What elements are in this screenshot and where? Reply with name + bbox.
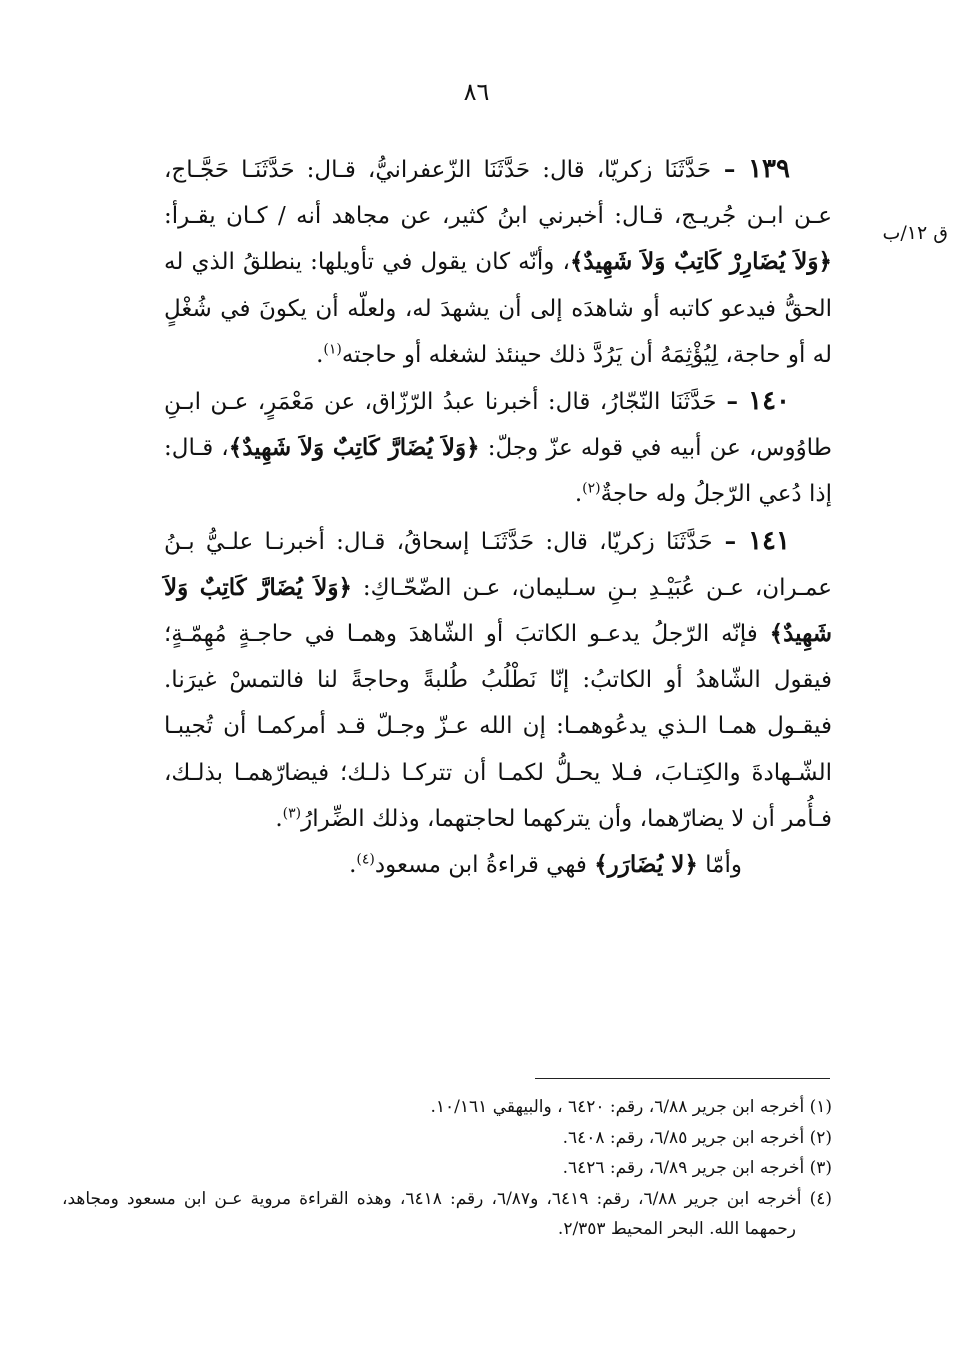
closing-paragraph: وأمّا ﴿لا يُضَارَر﴾ فهي قراءةُ ابن مسعود$^{(٤)}$. [349,851,742,879]
footnote-ref: (٤) [356,851,375,868]
footnote-ref: (٣) [282,805,302,822]
closing-text: وأمّا [705,852,742,879]
hadith-text: ، قـال: إذا دُعي الرّجلُ وله حاجةٌ [164,435,832,508]
hadith-text: حَدَّثَنَا زكريّا، قال: حَدَّثَنَا الزّعفرانيُّ، قـال: حَدَّثَنَـا حَجَّـاج، عـن ابـن جُريـج، قـال: أخبرني ابنُ كثير، عن مجاهد أنه / كـان يقـرأ: [164,157,832,230]
footnote: (١) أخرجه ابن جرير ٦/٨٨، رقم: ٦٤٢٠ ، والبيهقي ١٠/١٦١. [430,1097,832,1117]
hadith-number: ١٤٠ [748,386,791,417]
hadith-text: حَدَّثَنَا زكريّا، قال: حَدَّثَنَـا إسحاقُ، قـال: أخبرنـا علـيُّ بـنُ عمـران، عـن عُبَيْـدِ بـنِ سـليمان، عـن الضّحّـاكِ: [164,528,832,601]
dash: – [716,388,749,416]
footnote: (٤) أخرجه ابن جرير ٦/٨٨، رقم: ٦٤١٩، و٦/٨٧، رقم: ٦٤١٨، وهذه القراءة مروية عـن ابن مسعود ومجاهد، رحمهما الله. البحر المحيط ٢/٣٥٣. [62,1188,833,1239]
page-number: ٨٦ [463,78,490,106]
hadith-text: حَدَّثَنَا النّجّارُ، قال: أخبرنا عبدُ الرّزّاق، عن مَعْمَرٍ، عـن ابـنِ طاوُوس، عن أبيه في قوله عزّ وجلّ: [164,389,832,462]
hadith-number: ١٣٩ [748,154,790,184]
footnote-divider [535,1078,830,1079]
margin-folio-note: ق ١٢/ب [882,222,948,244]
dash: – [711,156,749,183]
footnote-ref: (١) [323,341,342,358]
quran-verse: ﴿وَلاَ يُضَارَّ كَاتِبٌ وَلاَ شَهِيدٌ﴾ [228,434,480,462]
footnotes [62,1092,832,1245]
hadith-text: فإنّه الرّجلُ يدعـو الكاتبَ أو الشّاهدَ وهمـا في حاجـةٍ مُهِمّـةٍ؛ فيقول الشّاهدُ أو الكاتبُ: إنّا نَطْلُبُ طُلبةً وحاجةً لنا فالتمسْ غيرَنا. فيقـول همـا الـذي يدعُوهمـا: إن الله عـزّ وجـلّ قـد أمركمـا أن تُجيبـا الشّـهادةَ والكِتـابَ، فـلا يحـلُّ لكمـا أن تتركـا ذلـك؛ فيضارّهمـا بذلـك، فـأُمر أن لا يضارّهما، وأن يتركهما لحاجتهما، وذلك الضِّرارُ [164,621,832,832]
hadith-139: ١٣٩ – حَدَّثَنَا زكريّا، قال: حَدَّثَنَا الزّعفرانيُّ، قـال: حَدَّثَنَـا حَجَّـاج، عـن ابـن جُريـج، قـال: أخبرني ابنُ كثير، عن مجاهد أنه / كـان يقـرأ: ﴿وَلاَ يُضَارِرْ كَاتِبٌ وَلاَ شَهِيدٌ﴾، وأنّه كان يقول في تأويلها: ينطلقُ الذي له الحقُّ فيدعو كاتبه أو شاهدَه إلى أن يشهدَ له، ولعلّه أن يكونَ في شُغْلٍ له أو حاجة، لِيُؤْثِمَهُ أن يَرُدَّ ذلك حينئذ لشغله أو حاجته$^{(١)}$. [164,154,832,368]
main-text [164,146,832,888]
footnote-ref: (٢) [582,480,601,497]
quran-verse: ﴿لا يُضَارَر﴾ [594,851,698,879]
hadith-number: ١٤١ [748,525,790,556]
footnote: (٣) أخرجه ابن جرير ٦/٨٩، رقم: ٦٤٢٦. [562,1158,832,1178]
dash: – [712,527,749,555]
quran-verse: ﴿وَلاَ يُضَارِرْ كَاتِبٌ وَلاَ شَهِيدٌ﴾ [569,248,832,276]
quran-verse: ﴿وَلاَ يُضَارَّ كَاتِبٌ وَلاَ شَهِيدٌ﴾ [164,573,832,648]
hadith-text: ، وأنّه كان يقول في تأويلها: ينطلقُ الذي له الحقُّ فيدعو كاتبه أو شاهدَه إلى أن يشهدَ له، ولعلّه أن يكونَ في شُغْلٍ له أو حاجة، لِيُؤْثِمَهُ أن يَرُدَّ ذلك حينئذ لشغله أو حاجته [164,249,832,368]
hadith-141: ١٤١ – حَدَّثَنَا زكريّا، قال: حَدَّثَنَـا إسحاقُ، قـال: أخبرنـا علـيُّ بـنُ عمـران، عـن عُبَيْـدِ بـنِ سـليمان، عـن الضّحّـاكِ: ﴿وَلاَ يُضَارَّ كَاتِبٌ وَلاَ شَهِيدٌ﴾ فإنّه الرّجلُ يدعـو الكاتبَ أو الشّاهدَ وهمـا في حاجـةٍ مُهِمّـةٍ؛ فيقول الشّاهدُ أو الكاتبُ: إنّا نَطْلُبُ طُلبةً وحاجةً لنا فالتمسْ غيرَنا. فيقـول همـا الـذي يدعُوهمـا: إن الله عـزّ وجـلّ قـد أمركمـا أن تُجيبـا الشّـهادةَ والكِتـابَ، فـلا يحـلُّ لكمـا أن تتركـا ذلـك؛ فيضارّهمـا بذلـك، فـأُمر أن لا يضارّهما، وأن يتركهما لحاجتهما، وذلك الضِّرارُ$^{(٣)}$. [164,525,832,832]
hadith-140: ١٤٠ – حَدَّثَنَا النّجّارُ، قال: أخبرنا عبدُ الرّزّاق، عن مَعْمَرٍ، عـن ابـنِ طاوُوس، عن أبيه في قوله عزّ وجلّ: ﴿وَلاَ يُضَارَّ كَاتِبٌ وَلاَ شَهِيدٌ﴾، قـال: إذا دُعي الرّجلُ وله حاجةٌ$^{(٢)}$. [164,386,832,508]
closing-text: فهي قراءةُ ابن مسعود [374,852,595,879]
footnote: (٢) أخرجه ابن جرير ٦/٨٥، رقم: ٦٤٠٨. [562,1127,832,1148]
